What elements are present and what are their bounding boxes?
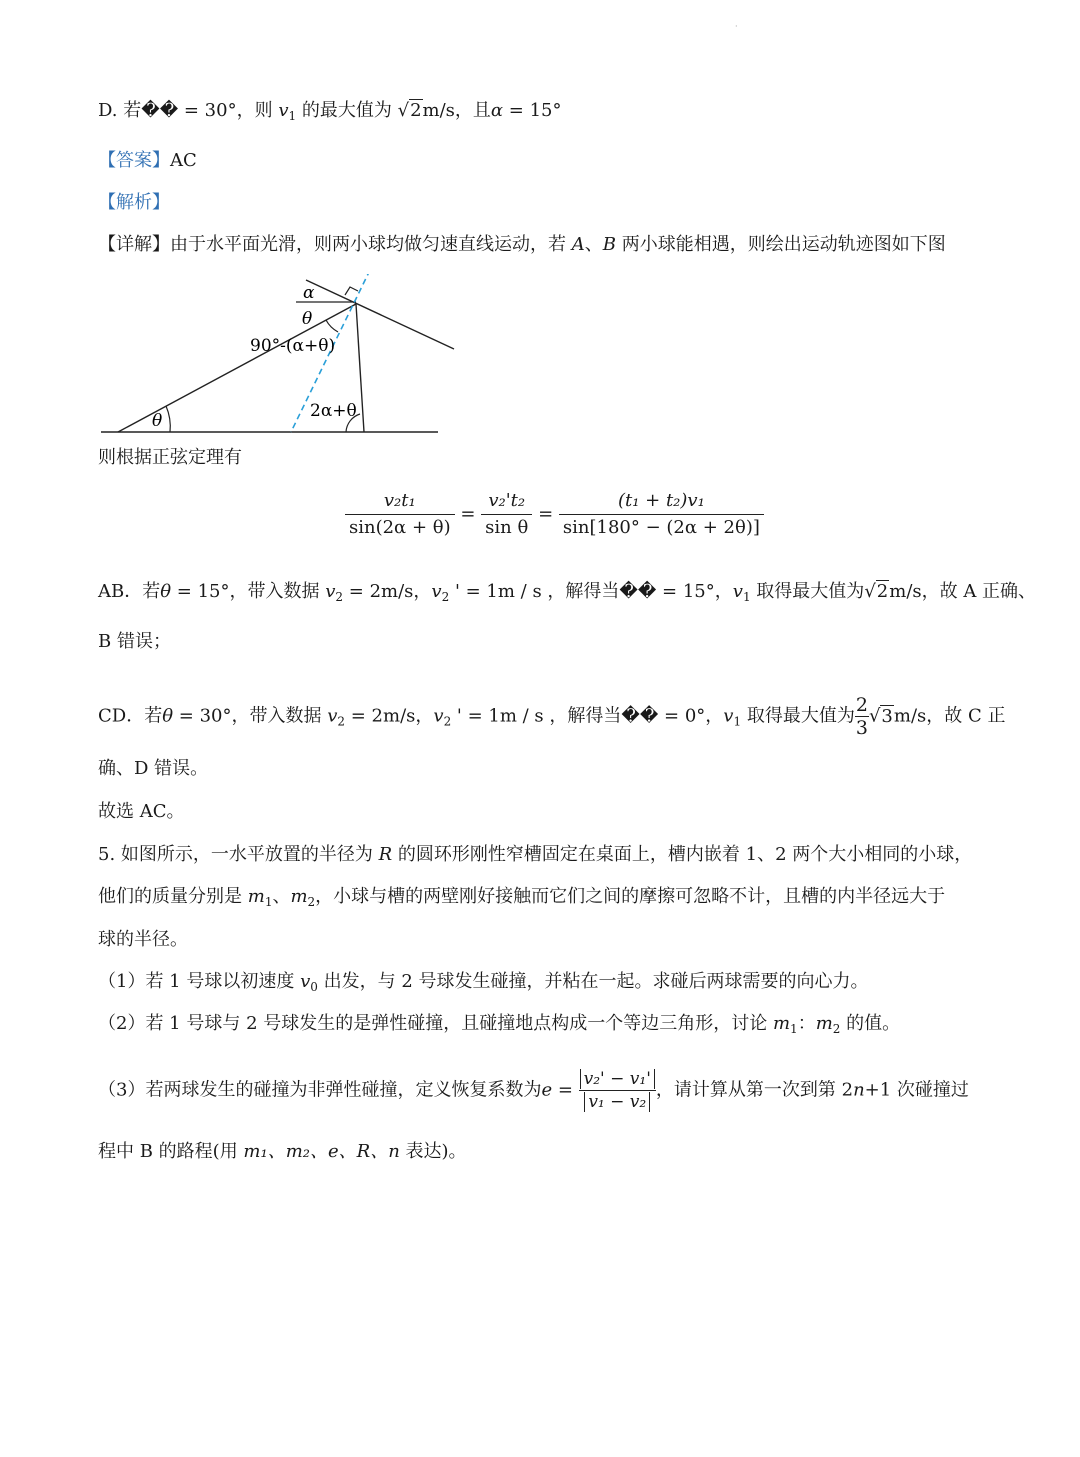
var-m2-sub: 2 <box>307 895 316 909</box>
q5-text-c: 他们的质量分别是 <box>98 886 248 907</box>
answer-text: AC <box>170 150 197 171</box>
ab-text-e: = 15°， <box>656 581 733 602</box>
garbled-glyph: �� <box>621 705 659 727</box>
cd-text-g: m/s，故 C 正 <box>893 705 1006 727</box>
theta-symbol: θ <box>160 581 172 602</box>
q5-3-text-d: 程中 B 的路程(用 <box>98 1141 244 1162</box>
ab-text-b: = 15°，带入数据 <box>171 581 326 602</box>
alpha-symbol: α <box>490 100 504 121</box>
var-v0: v <box>300 971 311 992</box>
fraction-3-denominator: sin[180° − (2α + 2θ)] <box>562 517 760 538</box>
option-d-mid: 的最大值为 <box>296 100 398 121</box>
var-v2: v <box>327 705 338 727</box>
frac-numerator: 2 <box>855 694 868 716</box>
fraction-1-numerator: v₂t₁ <box>345 488 455 515</box>
var-v2: v <box>325 581 336 602</box>
ab-text-g: m/s，故 A 正确、 <box>889 581 1037 602</box>
var-v2-sub: 2 <box>335 590 344 604</box>
label-90: 90°-(α+θ) <box>250 336 336 356</box>
fraction-two-thirds <box>855 694 869 739</box>
cd-line-1 <box>98 694 1005 739</box>
var-v1-sub: 1 <box>733 714 742 729</box>
ab-text-d: ' = 1m / s ，解得当 <box>449 581 620 602</box>
sqrt-value: 2 <box>876 581 889 602</box>
answer-line <box>98 149 197 173</box>
trajectory-figure <box>98 274 468 444</box>
fraction-2-denominator: sin θ <box>485 517 529 538</box>
detail-text-b: 两小球能相遇，则绘出运动轨迹图如下图 <box>615 234 946 255</box>
q5-text-d: ，小球与槽的两壁刚好接触而它们之间的摩擦可忽略不计，且槽的内半径远大于 <box>315 886 946 907</box>
fraction-1 <box>345 488 455 541</box>
ab-text-c: = 2m/s， <box>343 581 432 602</box>
restitution-denominator-text: v₁ − v₂ <box>584 1092 650 1112</box>
ab-text-a: AB．若 <box>98 581 161 602</box>
detail-text-a: 由于水平面光滑，则两小球均做匀速直线运动，若 <box>170 234 572 255</box>
var-e: e <box>541 1079 553 1101</box>
var-m1: m <box>772 1013 791 1034</box>
q5-2-text-a: （2）若 1 号球与 2 号球发生的是弹性碰撞，且碰撞地点构成一个等边三角形，讨论 <box>98 1013 773 1034</box>
fraction-3-numerator: (t₁ + t₂)v₁ <box>559 488 764 515</box>
q5-line-1 <box>98 843 972 867</box>
cd-text-f: 取得最大值为 <box>741 705 855 727</box>
detail-tag: 【详解】 <box>98 234 170 255</box>
label-alpha: α <box>303 283 315 303</box>
var-v: v <box>278 100 289 121</box>
cd-text-d: ' = 1m / s ，解得当 <box>451 705 622 727</box>
analysis-line <box>98 191 170 215</box>
cd-text-e: = 0°， <box>658 705 724 727</box>
var-v1: v <box>723 705 734 727</box>
var-v2-sub: 2 <box>337 714 346 729</box>
option-d-tail: ，且 <box>454 100 491 121</box>
unit: m/s <box>422 100 455 121</box>
restitution-numerator-text: v₂' − v₁' <box>580 1069 655 1089</box>
equals: = <box>552 1079 579 1101</box>
trajectory-b-line <box>356 304 364 432</box>
var-m1: m <box>247 886 265 907</box>
sqrt-value: 2 <box>410 100 422 121</box>
var-n: n <box>853 1079 865 1101</box>
cd-text-a: CD．若 <box>98 705 163 727</box>
ab-line-2: B 错误； <box>98 631 171 652</box>
cd-text-b: = 30°，带入数据 <box>173 705 328 727</box>
detail-sep: 、 <box>584 234 603 255</box>
colon: ： <box>797 1013 816 1034</box>
var-m2: m <box>815 1013 833 1034</box>
option-d-eq: = 30°，则 <box>178 100 279 121</box>
restitution-fraction <box>579 1068 656 1113</box>
theta-symbol: θ <box>162 705 174 727</box>
answer-tag: 【答案】 <box>98 150 170 171</box>
var-sub: 1 <box>288 109 297 123</box>
var-v2-prime-sub: 2 <box>441 590 450 604</box>
frac-denominator: 3 <box>855 717 868 739</box>
choose-line: 故选 AC。 <box>98 801 185 822</box>
var-m1-sub: 1 <box>264 895 273 909</box>
fraction-1-denominator: sin(2α + θ) <box>349 517 451 538</box>
label-theta-top: θ <box>302 309 313 329</box>
top-dot-mark: · <box>735 22 738 31</box>
restitution-numerator <box>579 1068 656 1091</box>
var-m2-sub: 2 <box>832 1022 841 1036</box>
ab-text-f: 取得最大值为 <box>750 581 865 602</box>
ab-line-1 <box>98 580 1036 609</box>
sine-law-equation <box>345 488 764 541</box>
var-v1: v <box>732 581 743 602</box>
sqrt-sign: √ <box>864 581 876 602</box>
option-d-line <box>98 99 561 128</box>
q5-line-3: 球的半径。 <box>98 929 188 950</box>
theta-arc-top <box>326 320 338 332</box>
detail-line <box>98 233 946 257</box>
cd-line-2: 确、D 错误。 <box>98 758 209 779</box>
equals-2: = <box>538 503 554 525</box>
q5-1-text-a: （1）若 1 号球以初速度 <box>98 971 301 992</box>
sqrt-value: 3 <box>881 705 893 727</box>
sqrt-sign: √ <box>868 705 881 727</box>
option-d-tail2: = 15° <box>503 100 562 121</box>
var-m1-sub: 1 <box>790 1022 798 1036</box>
cd-text-c: = 2m/s， <box>345 705 434 727</box>
fraction-3 <box>559 488 764 541</box>
var-v0-sub: 0 <box>310 980 318 994</box>
ball-a: A <box>571 234 585 255</box>
q5-1-text-b: 出发，与 2 号球发生碰撞，并粘在一起。求碰后两球需要的向心力。 <box>317 971 869 992</box>
garbled-glyph: �� <box>619 581 657 602</box>
option-d-prefix: D. 若 <box>98 100 142 121</box>
var-v1-sub: 1 <box>742 590 751 604</box>
var-r: R <box>378 844 393 865</box>
fraction-2-numerator: v₂'t₂ <box>481 488 532 515</box>
q5-part-3-line-2 <box>98 1140 467 1164</box>
theta-arc-bottom <box>166 406 170 432</box>
q5-part-2 <box>98 1012 900 1041</box>
q5-2-text-b: 的值。 <box>840 1013 901 1034</box>
q5-text-a: 5. 如图所示，一水平放置的半径为 <box>98 844 379 865</box>
sine-intro: 则根据正弦定理有 <box>98 447 242 468</box>
label-2a-theta: 2α+θ <box>310 401 357 421</box>
q5-3-text-a: （3）若两球发生的碰撞为非弹性碰撞，定义恢复系数为 <box>98 1079 542 1101</box>
var-m2: m <box>290 886 308 907</box>
var-list: m₁、m₂、e、R、n <box>243 1141 400 1162</box>
q5-3-text-e: 表达)。 <box>399 1141 467 1162</box>
fraction-2 <box>481 488 532 541</box>
q5-3-text-c: +1 次碰撞过 <box>864 1079 969 1101</box>
sep: 、 <box>272 886 291 907</box>
q5-part-3 <box>98 1068 969 1113</box>
label-theta-bottom: θ <box>152 411 163 431</box>
analysis-tag: 【解析】 <box>98 192 170 213</box>
var-v2-prime: v <box>431 581 442 602</box>
restitution-denominator <box>579 1091 656 1113</box>
ball-b: B <box>602 234 616 255</box>
equals-1: = <box>460 503 476 525</box>
var-v2-prime-sub: 2 <box>443 714 452 729</box>
q5-3-text-b: ，请计算从第一次到第 2 <box>655 1079 854 1101</box>
q5-part-1 <box>98 970 869 999</box>
q5-text-b: 的圆环形刚性窄槽固定在桌面上，槽内嵌着 1、2 两个大小相同的小球， <box>392 844 973 865</box>
q5-line-2 <box>98 885 945 914</box>
right-angle-mark <box>345 287 358 295</box>
var-v2-prime: v <box>433 705 444 727</box>
sqrt-sign: √ <box>397 100 410 121</box>
garbled-glyph: �� <box>141 100 179 121</box>
